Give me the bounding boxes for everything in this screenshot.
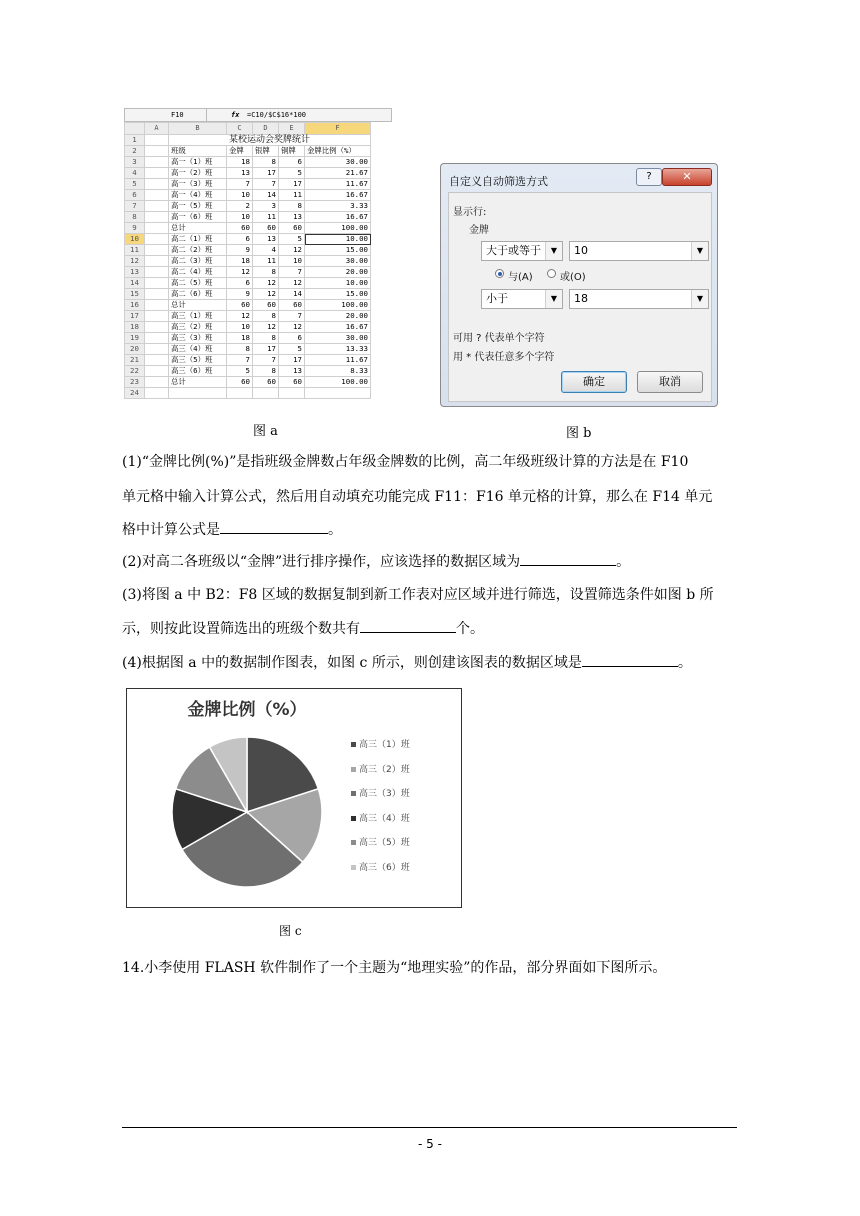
cell[interactable]: [145, 234, 169, 245]
cell[interactable]: 3.33: [305, 201, 371, 212]
cell[interactable]: 18: [227, 157, 253, 168]
row-header[interactable]: 19: [125, 333, 145, 344]
cell[interactable]: [145, 157, 169, 168]
header-cell[interactable]: 金牌: [227, 146, 253, 157]
table-row: [125, 311, 371, 322]
answer-blank-2[interactable]: [520, 551, 616, 566]
question-2-text: (2)对高二各班级以“金牌”进行排序操作，应该选择的数据区域为: [122, 554, 521, 570]
cell[interactable]: 17: [253, 344, 279, 355]
row-header[interactable]: 14: [125, 278, 145, 289]
legend-item[interactable]: [351, 835, 410, 848]
cell[interactable]: 9: [227, 289, 253, 300]
legend-swatch: [351, 816, 356, 821]
cell[interactable]: 总计: [169, 300, 227, 311]
cell[interactable]: 5: [279, 234, 305, 245]
cell[interactable]: [145, 245, 169, 256]
table-row: [125, 322, 371, 333]
question-14: 14.小李使用 FLASH 软件制作了一个主题为“地理实验”的作品，部分界面如下图所示。: [122, 960, 667, 976]
cell[interactable]: 14: [253, 190, 279, 201]
cell[interactable]: 高二（1）班: [169, 234, 227, 245]
cell[interactable]: 16.67: [305, 322, 371, 333]
legend-item[interactable]: [351, 811, 410, 824]
cell[interactable]: 11.67: [305, 355, 371, 366]
cell[interactable]: 15.00: [305, 289, 371, 300]
cell[interactable]: 12: [253, 278, 279, 289]
legend-label: 高三（1）班: [359, 740, 410, 750]
cell[interactable]: 60: [279, 377, 305, 388]
cell[interactable]: 60: [227, 377, 253, 388]
table-row: [125, 135, 371, 146]
close-button[interactable]: ✕: [662, 168, 712, 186]
table-row: [125, 300, 371, 311]
cell[interactable]: 10: [279, 256, 305, 267]
cell[interactable]: 5: [227, 366, 253, 377]
header-cell[interactable]: 金牌比例（%）: [305, 146, 371, 157]
value2-combo[interactable]: [569, 289, 709, 309]
answer-blank-3[interactable]: [360, 618, 456, 633]
cell[interactable]: 8: [253, 333, 279, 344]
cell[interactable]: 100.00: [305, 223, 371, 234]
chevron-down-icon: ▼: [545, 290, 562, 308]
name-box[interactable]: F10: [127, 109, 207, 121]
cell[interactable]: 8: [279, 201, 305, 212]
hint-multi-char: 用 * 代表任意多个字符: [453, 352, 555, 363]
or-radio[interactable]: [547, 269, 556, 278]
row-header[interactable]: 17: [125, 311, 145, 322]
cell[interactable]: 60: [279, 300, 305, 311]
cell[interactable]: [145, 212, 169, 223]
legend-swatch: [351, 865, 356, 870]
row-header[interactable]: 9: [125, 223, 145, 234]
operator2-select[interactable]: [481, 289, 563, 309]
and-radio[interactable]: [495, 269, 504, 278]
cell[interactable]: 20.00: [305, 267, 371, 278]
cell[interactable]: [145, 168, 169, 179]
cell[interactable]: 60: [253, 223, 279, 234]
cell[interactable]: 21.67: [305, 168, 371, 179]
operator1-select[interactable]: [481, 241, 563, 261]
cell[interactable]: 8: [253, 311, 279, 322]
legend-swatch: [351, 767, 356, 772]
chevron-down-icon: ▼: [691, 290, 708, 308]
cell[interactable]: 60: [253, 300, 279, 311]
question-4-text: (4)根据图 a 中的数据制作图表，如图 c 所示，则创建该图表的数据区域是: [122, 655, 582, 671]
row-header[interactable]: 5: [125, 179, 145, 190]
column-header[interactable]: B: [169, 123, 227, 135]
cell[interactable]: 8: [253, 366, 279, 377]
table-row: [125, 223, 371, 234]
table-row: [125, 157, 371, 168]
cell[interactable]: 17: [279, 179, 305, 190]
row-header[interactable]: 22: [125, 366, 145, 377]
row-header[interactable]: 16: [125, 300, 145, 311]
dialog-body: [448, 192, 712, 402]
cell[interactable]: 5: [279, 344, 305, 355]
cell[interactable]: 7: [227, 179, 253, 190]
column-header[interactable]: F: [305, 123, 371, 135]
cell[interactable]: 8: [253, 157, 279, 168]
cell[interactable]: 16.67: [305, 212, 371, 223]
row-header[interactable]: 8: [125, 212, 145, 223]
cell[interactable]: 14: [279, 289, 305, 300]
cell[interactable]: 18: [227, 333, 253, 344]
value1-text: 10: [574, 244, 588, 257]
row-header[interactable]: 18: [125, 322, 145, 333]
cell[interactable]: 10.00: [305, 278, 371, 289]
row-header[interactable]: 23: [125, 377, 145, 388]
header-cell[interactable]: 班级: [169, 146, 227, 157]
cell[interactable]: [145, 333, 169, 344]
cell[interactable]: 60: [279, 223, 305, 234]
cell[interactable]: 8.33: [305, 366, 371, 377]
table-row: [125, 146, 371, 157]
row-header[interactable]: 11: [125, 245, 145, 256]
row-header[interactable]: 24: [125, 388, 145, 399]
table-row: [125, 267, 371, 278]
cell[interactable]: 8: [253, 267, 279, 278]
question-1-line-3: [122, 519, 342, 540]
table-row: [125, 289, 371, 300]
cell[interactable]: 11: [253, 256, 279, 267]
table-row: [125, 179, 371, 190]
legend-label: 高三（3）班: [359, 789, 410, 800]
cell[interactable]: [145, 322, 169, 333]
cell[interactable]: 高一（5）班: [169, 201, 227, 212]
header-cell[interactable]: 银牌: [253, 146, 279, 157]
formula-bar: [124, 108, 392, 122]
cell[interactable]: 2: [227, 201, 253, 212]
question-4: [122, 652, 692, 673]
legend-swatch: [351, 791, 356, 796]
cell[interactable]: 60: [253, 377, 279, 388]
cell[interactable]: [145, 300, 169, 311]
table-row: [125, 344, 371, 355]
page-number: - 5 -: [418, 1137, 442, 1151]
figure-b-caption: 图 b: [566, 426, 592, 441]
cell[interactable]: 高一（6）班: [169, 212, 227, 223]
pie-slices: [172, 737, 322, 887]
question-3-line-1: (3)将图 a 中 B2：F8 区域的数据复制到新工作表对应区域并进行筛选，设置筛选条件如图 b 所: [122, 587, 714, 603]
question-2-end: 。: [616, 554, 631, 570]
header-cell[interactable]: 铜牌: [279, 146, 305, 157]
legend-swatch: [351, 742, 356, 747]
cell[interactable]: [145, 223, 169, 234]
question-1-end: 。: [328, 522, 342, 538]
table-row: [125, 366, 371, 377]
legend-label: 高三（4）班: [359, 813, 410, 824]
table-row: [125, 245, 371, 256]
row-header[interactable]: 4: [125, 168, 145, 179]
figure-c-pie-chart: [126, 688, 462, 908]
question-1-line-2: 单元格中输入计算公式，然后用自动填充功能完成 F11：F16 单元格的计算，那么在 F14 单元: [122, 489, 713, 505]
cell[interactable]: [145, 289, 169, 300]
dialog-title: 自定义自动筛选方式: [449, 175, 548, 188]
cell[interactable]: 高二（4）班: [169, 267, 227, 278]
cell[interactable]: 10.00: [305, 234, 371, 245]
cell[interactable]: 7: [227, 355, 253, 366]
cell[interactable]: [145, 135, 169, 146]
cell[interactable]: 13: [227, 168, 253, 179]
table-row: [125, 278, 371, 289]
table-row: [125, 388, 371, 399]
column-header-row: [125, 123, 371, 135]
cell[interactable]: [145, 267, 169, 278]
figure-a-caption: 图 a: [253, 424, 278, 439]
cell[interactable]: 7: [253, 179, 279, 190]
cell[interactable]: 7: [279, 267, 305, 278]
cell[interactable]: 12: [227, 267, 253, 278]
custom-autofilter-dialog: [440, 163, 718, 407]
cell[interactable]: 13.33: [305, 344, 371, 355]
cell[interactable]: 6: [279, 157, 305, 168]
chart-title: 金牌比例（%）: [187, 700, 307, 720]
cell[interactable]: [145, 344, 169, 355]
cell[interactable]: [145, 366, 169, 377]
cell[interactable]: 10: [227, 322, 253, 333]
column-header[interactable]: E: [279, 123, 305, 135]
cell[interactable]: 高二（3）班: [169, 256, 227, 267]
row-header[interactable]: 2: [125, 146, 145, 157]
cell[interactable]: 13: [279, 212, 305, 223]
question-3-line-2: [122, 618, 484, 639]
table-row: [125, 168, 371, 179]
row-header[interactable]: 10: [125, 234, 145, 245]
column-header[interactable]: D: [253, 123, 279, 135]
table-row: [125, 355, 371, 366]
legend-label: 高三（6）班: [359, 863, 410, 873]
cell[interactable]: 11: [253, 212, 279, 223]
cell[interactable]: 高二（6）班: [169, 289, 227, 300]
cell[interactable]: 30.00: [305, 333, 371, 344]
hint-single-char: 可用 ? 代表单个字符: [453, 333, 545, 344]
help-button[interactable]: ?: [636, 168, 662, 186]
figure-c-caption: 图 c: [279, 924, 302, 938]
cell[interactable]: 13: [279, 366, 305, 377]
cell[interactable]: 高二（5）班: [169, 278, 227, 289]
cell[interactable]: 高一（1）班: [169, 157, 227, 168]
spreadsheet-grid: [124, 122, 371, 399]
question-1-line-1: (1)“金牌比例(%)”是指班级金牌数占年级金牌数的比例，高二年级班级计算的方法是在 F10: [122, 454, 689, 470]
table-row: [125, 190, 371, 201]
answer-blank-1[interactable]: [220, 519, 328, 534]
cell[interactable]: 12: [279, 278, 305, 289]
question-2: [122, 551, 630, 572]
cell[interactable]: 8: [227, 344, 253, 355]
cell[interactable]: 9: [227, 245, 253, 256]
figure-a-spreadsheet: [124, 108, 392, 408]
cell[interactable]: 6: [227, 278, 253, 289]
cell[interactable]: 60: [227, 223, 253, 234]
row-header[interactable]: 3: [125, 157, 145, 168]
cancel-button[interactable]: 取消: [637, 371, 703, 393]
legend-item[interactable]: [351, 786, 410, 799]
table-row: [125, 256, 371, 267]
table-row: [125, 212, 371, 223]
show-rows-label: 显示行:: [453, 207, 487, 218]
legend-item[interactable]: [351, 762, 410, 775]
question-4-end: 。: [677, 655, 692, 671]
question-3-end: 个。: [456, 621, 484, 637]
cell[interactable]: 总计: [169, 377, 227, 388]
cell[interactable]: [145, 278, 169, 289]
cell[interactable]: 10: [227, 212, 253, 223]
field-label: 金牌: [469, 225, 489, 236]
cell[interactable]: 3: [253, 201, 279, 212]
legend-item[interactable]: [351, 737, 410, 750]
cell[interactable]: [145, 146, 169, 157]
cell[interactable]: 12: [253, 322, 279, 333]
table-title[interactable]: 某校运动会奖牌统计: [169, 135, 371, 146]
cell[interactable]: [145, 256, 169, 267]
cell[interactable]: 4: [253, 245, 279, 256]
column-header[interactable]: [125, 123, 145, 135]
ok-button[interactable]: 确定: [561, 371, 627, 393]
cell[interactable]: 7: [253, 355, 279, 366]
question-1-text: 格中计算公式是: [122, 522, 220, 538]
row-header[interactable]: 7: [125, 201, 145, 212]
cell[interactable]: 13: [253, 234, 279, 245]
answer-blank-4[interactable]: [582, 652, 678, 667]
legend-item[interactable]: [351, 860, 410, 873]
table-row: [125, 333, 371, 344]
cell[interactable]: 17: [253, 168, 279, 179]
chevron-down-icon: ▼: [545, 242, 562, 260]
cell[interactable]: 高三（5）班: [169, 355, 227, 366]
cell[interactable]: 6: [279, 333, 305, 344]
cell[interactable]: 30.00: [305, 157, 371, 168]
footer-divider: [122, 1127, 737, 1128]
cell[interactable]: 6: [227, 234, 253, 245]
cell[interactable]: 60: [227, 300, 253, 311]
legend-label: 高三（2）班: [359, 764, 410, 775]
cell[interactable]: 11.67: [305, 179, 371, 190]
cell[interactable]: 高二（2）班: [169, 245, 227, 256]
cell[interactable]: [145, 190, 169, 201]
row-header[interactable]: 12: [125, 256, 145, 267]
column-header[interactable]: A: [145, 123, 169, 135]
question-3-text: 示，则按此设置筛选出的班级个数共有: [122, 621, 360, 637]
cell[interactable]: 高三（1）班: [169, 311, 227, 322]
cell[interactable]: 100.00: [305, 377, 371, 388]
cell[interactable]: 7: [279, 311, 305, 322]
cell[interactable]: [145, 311, 169, 322]
cell[interactable]: [145, 179, 169, 190]
cell[interactable]: 高一（3）班: [169, 179, 227, 190]
cell[interactable]: 高一（4）班: [169, 190, 227, 201]
cell[interactable]: 高三（4）班: [169, 344, 227, 355]
chevron-down-icon: ▼: [691, 242, 708, 260]
cell[interactable]: 20.00: [305, 311, 371, 322]
row-header[interactable]: 21: [125, 355, 145, 366]
cell[interactable]: 12: [279, 245, 305, 256]
cell[interactable]: 16.67: [305, 190, 371, 201]
cell[interactable]: 11: [279, 190, 305, 201]
cell[interactable]: 高一（2）班: [169, 168, 227, 179]
column-header[interactable]: C: [227, 123, 253, 135]
or-label: 或(O): [560, 272, 586, 283]
cell[interactable]: 17: [279, 355, 305, 366]
table-row: [125, 201, 371, 212]
row-header[interactable]: 6: [125, 190, 145, 201]
legend-label: 高三（5）班: [359, 838, 410, 849]
cell[interactable]: 15.00: [305, 245, 371, 256]
cell[interactable]: [145, 355, 169, 366]
cell[interactable]: [145, 377, 169, 388]
row-header[interactable]: 1: [125, 135, 145, 146]
legend-swatch: [351, 840, 356, 845]
operator1-value: 大于或等于: [486, 244, 541, 257]
value1-combo[interactable]: [569, 241, 709, 261]
cell[interactable]: 高三（2）班: [169, 322, 227, 333]
cell[interactable]: 12: [253, 289, 279, 300]
cell[interactable]: 12: [227, 311, 253, 322]
cell[interactable]: 18: [227, 256, 253, 267]
cell[interactable]: 总计: [169, 223, 227, 234]
cell[interactable]: [145, 201, 169, 212]
cell[interactable]: 30.00: [305, 256, 371, 267]
table-row: [125, 377, 371, 388]
cell[interactable]: 5: [279, 168, 305, 179]
cell[interactable]: 高三（3）班: [169, 333, 227, 344]
operator2-value: 小于: [486, 292, 508, 305]
row-header[interactable]: 13: [125, 267, 145, 278]
pie-chart-svg: [127, 689, 460, 906]
cell[interactable]: 100.00: [305, 300, 371, 311]
formula-input[interactable]: =C10/$C$16*100: [247, 111, 307, 119]
row-header[interactable]: 20: [125, 344, 145, 355]
cell[interactable]: 高三（6）班: [169, 366, 227, 377]
table-row: [125, 234, 371, 245]
and-label: 与(A): [508, 272, 533, 283]
row-header[interactable]: 15: [125, 289, 145, 300]
value2-text: 18: [574, 292, 588, 305]
cell[interactable]: 12: [279, 322, 305, 333]
cell[interactable]: 10: [227, 190, 253, 201]
fx-icon: fx: [231, 111, 240, 119]
